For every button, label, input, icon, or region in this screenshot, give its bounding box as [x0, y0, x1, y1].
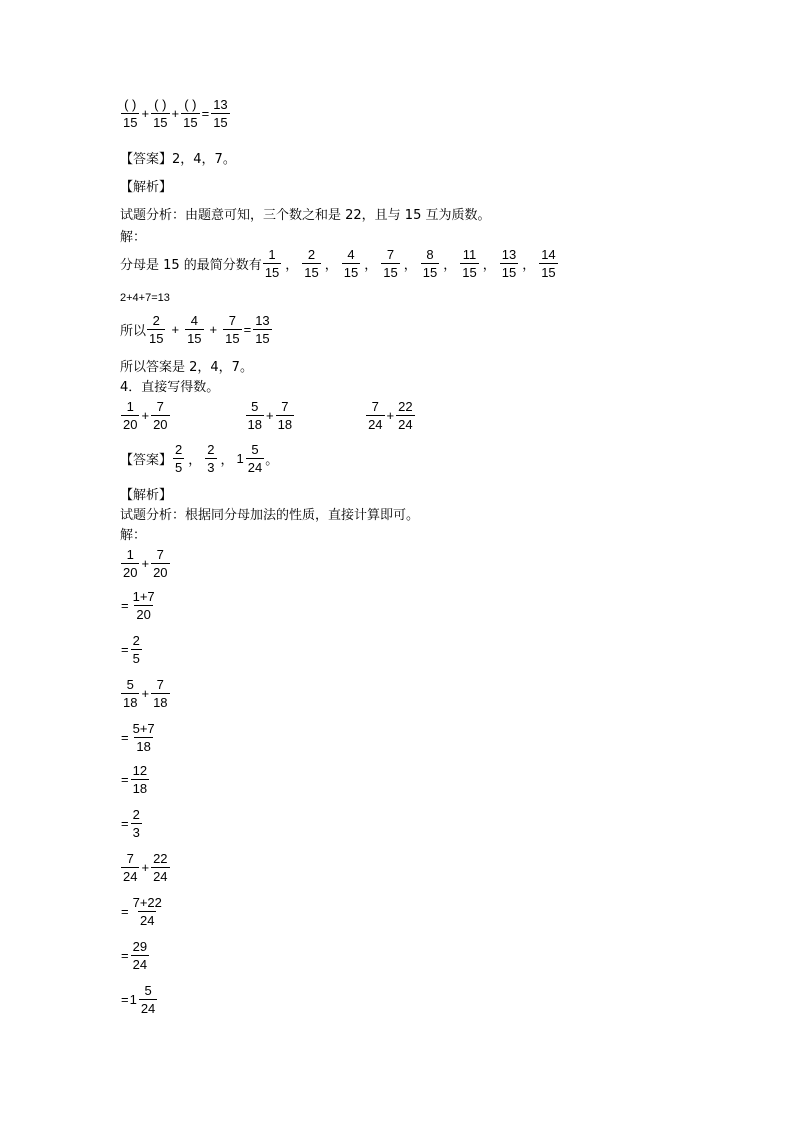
math-text: 24 [140, 913, 155, 928]
math-text: 3 [132, 825, 140, 840]
fraction [253, 312, 271, 347]
math-text: ， [522, 258, 536, 273]
math-text: + [209, 322, 218, 337]
fraction [396, 398, 414, 433]
math-text: 5 [175, 460, 183, 475]
math-text: 7 [371, 399, 379, 414]
math-text: 20 [153, 565, 168, 580]
math-text: 15 [213, 115, 228, 130]
math-text: ， [188, 453, 202, 468]
q3-answer [120, 148, 236, 167]
math-text: 18 [132, 781, 148, 796]
math-text: 5 [126, 677, 134, 692]
math-text: 【解析】 [120, 488, 173, 503]
math-text: 15 [304, 265, 319, 280]
math-text: + [386, 408, 395, 423]
fraction [151, 96, 169, 131]
math-text: ( ) [184, 97, 197, 112]
math-text: 1 [126, 399, 134, 414]
fraction [131, 938, 149, 973]
math-text: 15 [264, 265, 280, 280]
math-text: 试题分析：由题意可知，三个数之和是 22，且与 15 互为质数。 [120, 208, 491, 223]
q4-step [120, 546, 171, 581]
math-text: 5+7 [132, 721, 155, 736]
math-text: 7 [156, 677, 164, 692]
fraction [151, 850, 169, 885]
q4-step [120, 894, 165, 929]
math-text: ， [443, 258, 457, 273]
q3-so-equation [120, 312, 273, 347]
math-text: 2 [132, 633, 140, 648]
math-text: + [141, 556, 150, 571]
math-text: 所以答案是 2，4，7。 [120, 360, 253, 375]
q4-answer [120, 441, 278, 476]
math-text: 试题分析：根据同分母加法的性质，直接计算即可。 [120, 508, 420, 523]
fraction [131, 806, 142, 841]
math-text: 13 [255, 313, 270, 328]
math-text: 1 [268, 247, 276, 262]
math-text: ， [364, 258, 378, 273]
math-text: ， [220, 453, 234, 468]
fraction [205, 441, 216, 476]
fraction [131, 632, 142, 667]
math-text: 2 [175, 442, 183, 457]
fraction [500, 246, 518, 281]
math-text: 7 [156, 547, 164, 562]
fraction [151, 398, 169, 433]
math-text: 【答案】 [120, 453, 173, 468]
math-text: 5 [251, 442, 259, 457]
fraction [131, 894, 164, 929]
math-text: 15 [343, 265, 359, 280]
q4-step [120, 676, 171, 711]
math-text: 13 [213, 97, 228, 112]
math-text: 5 [251, 399, 259, 414]
q4-step [120, 720, 158, 755]
math-text: = [121, 772, 129, 787]
math-text: 15 [123, 115, 138, 130]
math-text: 22 [153, 851, 168, 866]
math-text: 15 [153, 115, 168, 130]
fraction [121, 546, 139, 581]
math-text: 8 [426, 247, 434, 262]
math-text: 24 [153, 869, 168, 884]
fraction [131, 720, 157, 755]
math-text: 15 [187, 331, 202, 346]
math-text: 所以 [120, 324, 147, 339]
math-text: 24 [123, 869, 138, 884]
q4-step [120, 850, 171, 885]
fraction [185, 312, 203, 347]
q4-analysis [120, 504, 419, 523]
q3-equation [120, 96, 231, 131]
math-text: 13 [501, 247, 517, 262]
math-text: 20 [136, 607, 151, 622]
fraction [421, 246, 439, 281]
q4-analysis-title [120, 484, 172, 503]
math-text: 7 [126, 851, 134, 866]
math-text: 15 [255, 331, 270, 346]
math-text: 18 [247, 417, 262, 432]
fraction [121, 398, 139, 433]
math-text: 1+7 [132, 589, 155, 604]
math-text: 24 [140, 1001, 156, 1016]
q4-step [120, 762, 150, 797]
math-text: 2 [307, 247, 316, 262]
fraction [302, 246, 320, 281]
fraction [276, 398, 294, 433]
q3-jie [120, 226, 146, 245]
math-text: 18 [123, 695, 138, 710]
math-text: 。 [265, 453, 279, 468]
fraction [211, 96, 229, 131]
q4-jie [120, 524, 146, 543]
math-text: 14 [541, 247, 556, 262]
math-text: 24 [132, 957, 148, 972]
fraction [121, 96, 139, 131]
math-text: 20 [153, 417, 168, 432]
math-text: 24 [398, 417, 413, 432]
math-text: = [201, 106, 210, 121]
math-text: 20 [123, 565, 138, 580]
math-text: 15 [422, 265, 438, 280]
math-text: = [121, 948, 129, 963]
math-text: 5 [132, 651, 140, 666]
math-text: 【解析】 [120, 180, 173, 195]
math-text: 7 [228, 313, 236, 328]
q4-step [120, 982, 158, 1017]
q4-title [120, 376, 219, 395]
math-text: + [141, 408, 150, 423]
math-text: = [121, 816, 129, 831]
q4-step [120, 938, 150, 973]
math-text: ， [482, 258, 496, 273]
math-text: 3 [207, 460, 215, 475]
fraction [181, 96, 199, 131]
math-text: 12 [132, 763, 148, 778]
math-text: ， [324, 258, 338, 273]
fraction [151, 546, 169, 581]
fraction [539, 246, 557, 281]
math-text: 解： [120, 230, 147, 245]
fraction [131, 762, 149, 797]
math-text: = [121, 730, 129, 745]
math-text: ( ) [124, 97, 137, 112]
fraction [121, 676, 139, 711]
math-text: 2 [152, 313, 160, 328]
fraction [342, 246, 360, 281]
q4-step [120, 588, 158, 623]
math-text: 2+4+7=13 [120, 292, 170, 304]
math-text: 7 [386, 247, 395, 262]
fraction [366, 398, 384, 433]
math-text: 7 [156, 399, 164, 414]
math-text: 15 [383, 265, 398, 280]
math-text: 1 [129, 992, 137, 1007]
math-text: 2 [207, 442, 215, 457]
math-text: 18 [277, 417, 293, 432]
math-text: ( ) [154, 97, 167, 112]
math-text: + [141, 106, 150, 121]
math-text: 【答案】2，4，7。 [120, 152, 236, 167]
math-text: 1 [126, 547, 134, 562]
math-text: = [121, 992, 129, 1007]
math-text: 11 [462, 247, 477, 262]
math-text: 18 [153, 695, 168, 710]
math-text: 24 [247, 460, 263, 475]
math-text: 2 [132, 807, 140, 822]
math-text: 分母是 15 的最简分数有 [120, 258, 262, 273]
fraction [151, 676, 169, 711]
math-text: = [243, 322, 252, 337]
fraction [460, 246, 478, 281]
fraction [173, 441, 184, 476]
q3-sum-line [120, 292, 170, 304]
fraction [147, 312, 165, 347]
q3-analysis [120, 204, 490, 223]
math-text: 29 [132, 939, 148, 954]
math-text: 15 [462, 265, 477, 280]
fraction [131, 588, 157, 623]
fraction [223, 312, 241, 347]
math-text: 7+22 [132, 895, 162, 910]
math-text: 15 [183, 115, 198, 130]
math-text: 1 [236, 451, 244, 466]
fraction [121, 850, 139, 885]
math-text: = [121, 598, 129, 613]
math-text: 15 [541, 265, 556, 280]
math-text: 解： [120, 528, 147, 543]
q3-conclusion [120, 356, 253, 375]
math-text: ， [285, 258, 299, 273]
math-text: 22 [398, 399, 413, 414]
math-text: 15 [225, 331, 240, 346]
math-text: 4 [347, 247, 355, 262]
q4-step [120, 806, 143, 841]
math-text: 20 [123, 417, 138, 432]
math-text: + [266, 408, 274, 423]
math-text: + [141, 686, 150, 701]
math-text: = [121, 904, 129, 919]
fraction [246, 398, 264, 433]
q4-problems [120, 398, 416, 433]
fraction [263, 246, 281, 281]
math-text: 4 [190, 313, 198, 328]
math-text: + [141, 860, 150, 875]
math-text: + [171, 106, 180, 121]
math-text: 5 [144, 983, 152, 998]
math-text: 15 [501, 265, 517, 280]
math-text: 15 [149, 331, 164, 346]
math-text: = [121, 642, 129, 657]
q3-fraction-list [120, 246, 559, 281]
math-text: 24 [368, 417, 383, 432]
fraction [381, 246, 399, 281]
math-text: 7 [281, 399, 289, 414]
math-text: + [171, 322, 180, 337]
fraction [139, 982, 157, 1017]
q3-analysis-title [120, 176, 172, 195]
q4-step [120, 632, 143, 667]
math-text: ， [403, 258, 417, 273]
math-text: 18 [136, 739, 151, 754]
math-text: 4．直接写得数。 [120, 380, 220, 395]
fraction [246, 441, 264, 476]
